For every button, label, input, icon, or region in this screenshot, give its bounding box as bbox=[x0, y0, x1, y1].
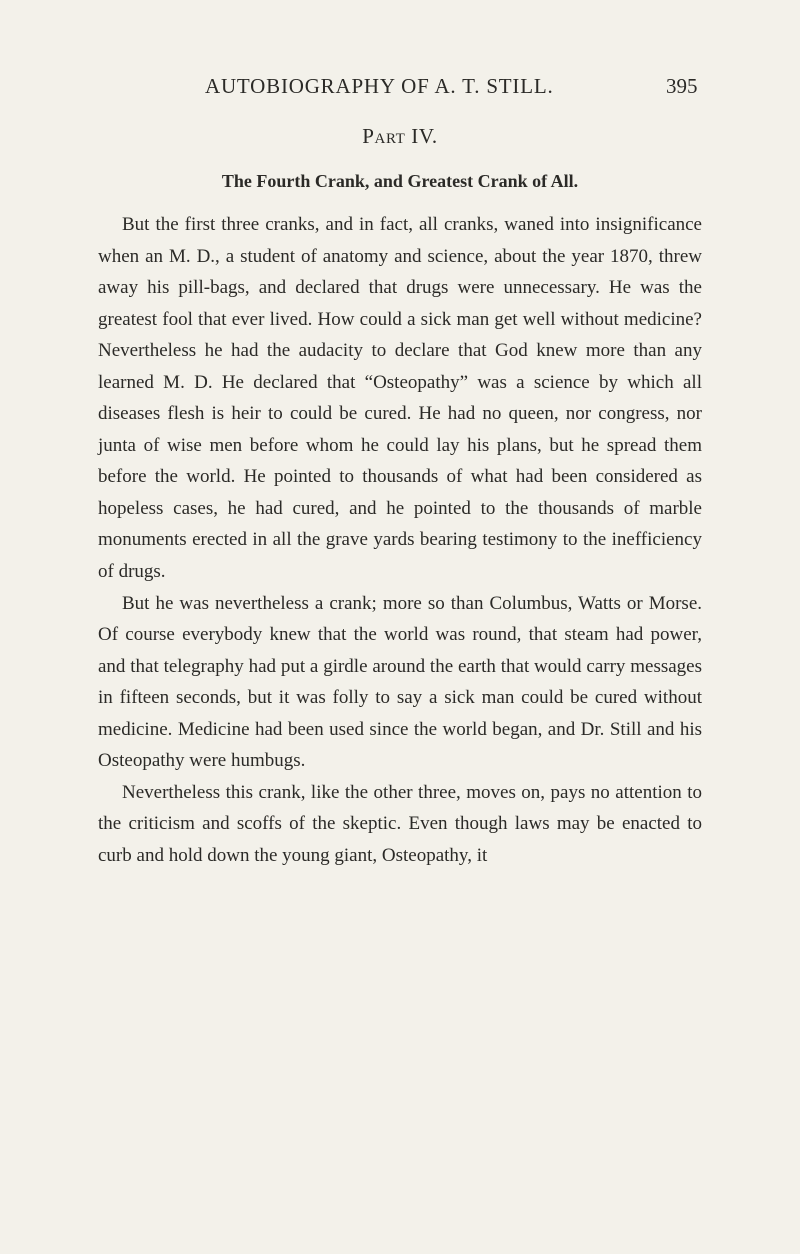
paragraph-2: But he was nevertheless a crank; more so than Columbus, Watts or Morse. Of course everybody knew that the world was round, that steam had power, and that telegraphy had put a girdle around the earth that would carry messages in fifteen seconds, but it was folly to say a sick man could be cured without medicine. Medicine had been used since the world began, and Dr. Still and his Osteopathy were humbugs. bbox=[98, 592, 702, 772]
body-text bbox=[98, 209, 702, 871]
page-number: 395 bbox=[666, 74, 698, 98]
paragraph-3: Nevertheless this crank, like the other three, moves on, pays no attention to the criticism and scoffs of the skeptic. Even though laws may be enacted to curb and hold down the young giant, Osteopathy, it bbox=[98, 781, 702, 866]
paragraph-1: But the first three cranks, and in fact, all cranks, waned into insignificance when an M. D., a student of anatomy and science, about the year 1870, threw away his pill-bags, and declared that drugs were unnecessary. He was the greatest fool that ever lived. How could a sick man get well without medicine? Nevertheless he had the audacity to declare that God knew more than any learned M. D. He declared that “Osteopathy” was a science by which all diseases flesh is heir to could be cured. He had no queen, nor congress, nor junta of wise men before whom he could lay his plans, but he spread them before the world. He pointed to thousands of what had been considered as hopeless cases, he had cured, and he pointed to the thousands of marble monuments erected in all the grave yards bearing testimony to the inefficiency of drugs. bbox=[98, 214, 702, 583]
chapter-heading: The Fourth Crank, and Greatest Crank of All. bbox=[221, 171, 579, 191]
running-title: AUTOBIOGRAPHY OF A. T. STILL. bbox=[205, 74, 554, 98]
part-heading: Part IV. bbox=[362, 124, 438, 148]
